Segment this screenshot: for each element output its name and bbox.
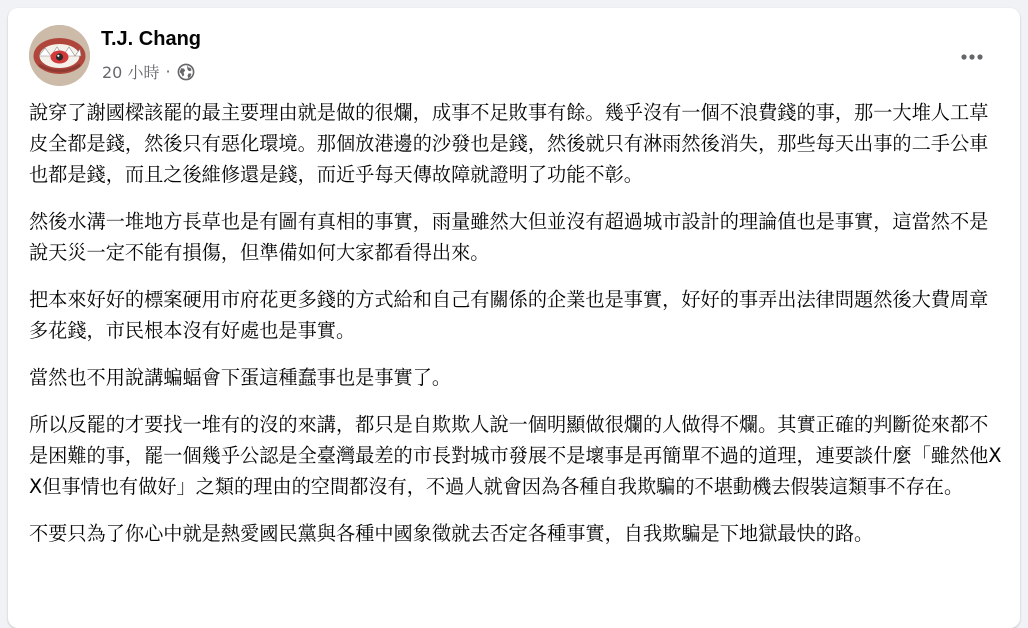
more-options-button[interactable] bbox=[954, 39, 990, 75]
post-paragraph: 不要只為了你心中就是熱愛國民黨與各種中國象徵就去否定各種事實，自我欺騙是下地獄最快的路。 bbox=[29, 522, 874, 545]
post-header bbox=[29, 25, 1004, 87]
post-paragraph: 然後水溝一堆地方長草也是有圖有真相的事實，雨量雖然大但並沒有超過城市設計的理論值也是事實，這當然不是說天災一定不能有損傷，但準備如何大家都看得出來。 bbox=[29, 210, 989, 264]
meta-separator: · bbox=[165, 62, 171, 81]
post-meta bbox=[102, 60, 195, 83]
more-options-icon bbox=[960, 53, 984, 61]
globe-icon[interactable] bbox=[177, 63, 195, 81]
post-body bbox=[29, 97, 1004, 565]
post-paragraph: 把本來好好的標案硬用市府花更多錢的方式給和自己有關係的企業也是事實，好好的事弄出法律問題然後大費周章多花錢，市民根本沒有好處也是事實。 bbox=[29, 288, 989, 342]
author-name[interactable]: T.J. Chang bbox=[101, 28, 202, 50]
post-paragraph: 當然也不用說講蝙蝠會下蛋這種蠢事也是事實了。 bbox=[29, 366, 452, 389]
post-timestamp[interactable]: 20 小時 bbox=[102, 63, 160, 82]
post-paragraph: 所以反罷的才要找一堆有的沒的來講，都只是自欺欺人說一個明顯做很爛的人做得不爛。其實正確的判斷從來都不是困難的事，罷一個幾乎公認是全臺灣最差的市長對城市發展不是壞事是再簡單不過的道理，連要談什麼「雖然他XX但事情也有做好」之類的理由的空間都沒有，不過人就會因為各種自我欺騙的不堪動機去假裝這類事不存在。 bbox=[29, 413, 1002, 498]
post-paragraph: 說穿了謝國樑該罷的最主要理由就是做的很爛，成事不足敗事有餘。幾乎沒有一個不浪費錢的事，那一大堆人工草皮全都是錢，然後只有惡化環境。那個放港邊的沙發也是錢，然後就只有淋雨然後消失，那些每天出事的二手公車也都是錢，而且之後維修還是錢，而近乎每天傳故障就證明了功能不彰。 bbox=[29, 101, 989, 186]
post-card bbox=[8, 8, 1020, 628]
avatar[interactable] bbox=[29, 25, 90, 86]
